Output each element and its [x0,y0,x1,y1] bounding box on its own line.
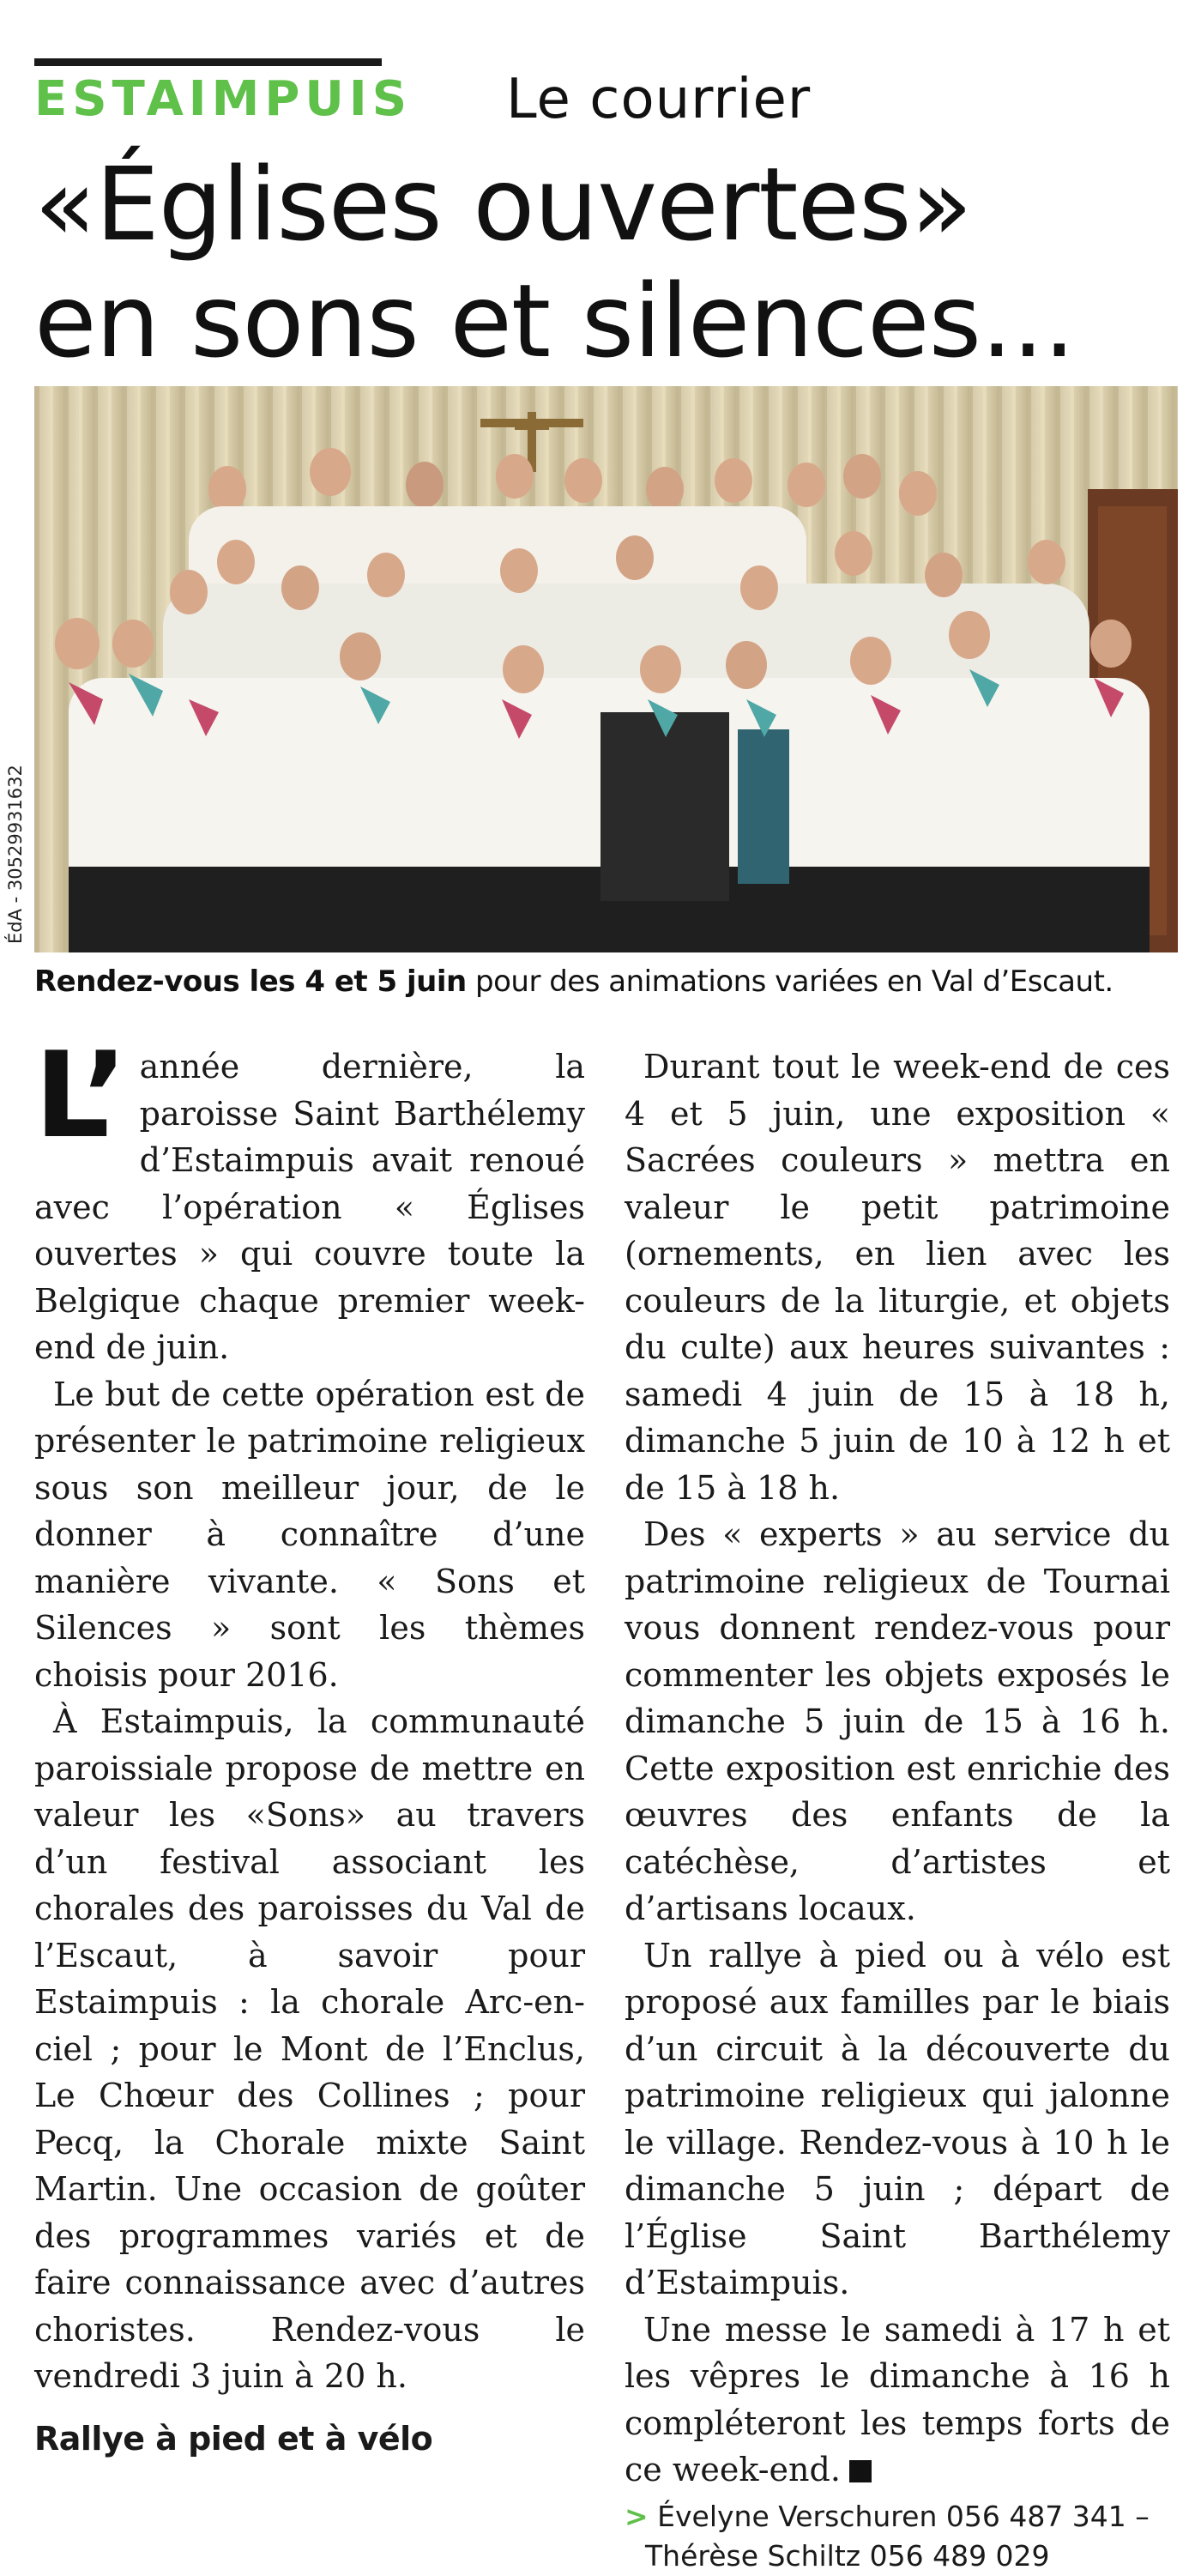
paragraph-1: année dernière, la paroisse Saint Barthélemy d’Estaimpuis avait renoué avec l’opération « Églises ouvertes » qui couvre toute la Belgique chaque premier week-end de juin. [34,1048,585,1366]
paragraph-5: Des « experts » au service du patrimoine religieux de Tournai vous donnent rendez-vous pour commenter les objets exposés le dimanche 5 juin de 15 à 16 h. Cette exposition est enrichie des œuvres des enfants de la catéchèse, d’artistes et d’artisans locaux. [625,1515,1170,1927]
headline [34,146,1184,379]
paragraph-4: Durant tout le week-end de ces 4 et 5 juin, une exposition « Sacrées couleurs » mettra en valeur le petit patrimoine (ornements, en lien avec les couleurs de la liturgie, et objets du culte) aux heures suivantes : samedi 4 juin de 15 à 18 h, dimanche 5 juin de 10 à 12 h et de 15 à 18 h. [625,1048,1170,1507]
paragraph-7: Une messe le samedi à 17 h et les vêpres le dimanche à 16 h compléteront les temps forts de ce week-end. [625,2310,1170,2488]
paragraph-2: Le but de cette opération est de présenter le patrimoine religieux sous son meilleur jour, de le donner à connaître d’une manière vivante. « Sons et Silences » sont les thèmes choisis pour 2016. [34,1375,585,1694]
headline-line-1: «Églises ouvertes» [34,145,972,263]
article-column-1 [34,1026,585,2474]
paragraph-6: Un rallye à pied ou à vélo est proposé aux familles par le biais d’un circuit à la découverte du patrimoine religieux qui jalonne le village. Rendez-vous à 10 h le dimanche 5 juin ; départ de l’Église Saint Barthélemy d’Estaimpuis. [625,1936,1170,2301]
choir-photo [34,386,1178,952]
end-mark-icon [849,2460,872,2482]
publisher-name: Le courrier [506,68,812,131]
drop-cap: L’ [34,1026,128,1164]
header-rule [34,58,382,66]
signature-line-1: Évelyne Verschuren 056 487 341 – [657,2499,1150,2533]
caption-lead: Rendez-vous les 4 et 5 juin [34,964,467,999]
caption-text: pour des animations variées en Val d’Escaut. [466,964,1113,999]
signature-line-2: Thérèse Schiltz 056 489 029 [645,2538,1050,2573]
article-column-2 [625,1043,1170,2576]
photo-caption [34,964,1184,999]
author-signature [625,2497,1170,2576]
signature-arrow-icon: > [625,2499,649,2533]
section-label: ESTAIMPUIS [34,71,413,127]
photo-credit: ÉdA - 30529931632 [5,765,26,944]
headline-line-2: en sons et silences... [34,262,1075,380]
subheading: Rallye à pied et à vélo [34,2419,433,2458]
paragraph-3: À Estaimpuis, la communauté paroissiale propose de mettre en valeur les «Sons» au travers d’un festival associant les chorales des paroisses du Val de l’Escaut, à savoir pour Estaimpuis : la chorale Arc-en-ciel ; pour le Mont de l’Enclus, Le Chœur des Collines ; pour Pecq, la Chorale mixte Saint Martin. Une occasion de goûter des programmes variés et de faire connaissance avec d’autres choristes. Rendez-vous le vendredi 3 juin à 20 h. [34,1702,585,2395]
